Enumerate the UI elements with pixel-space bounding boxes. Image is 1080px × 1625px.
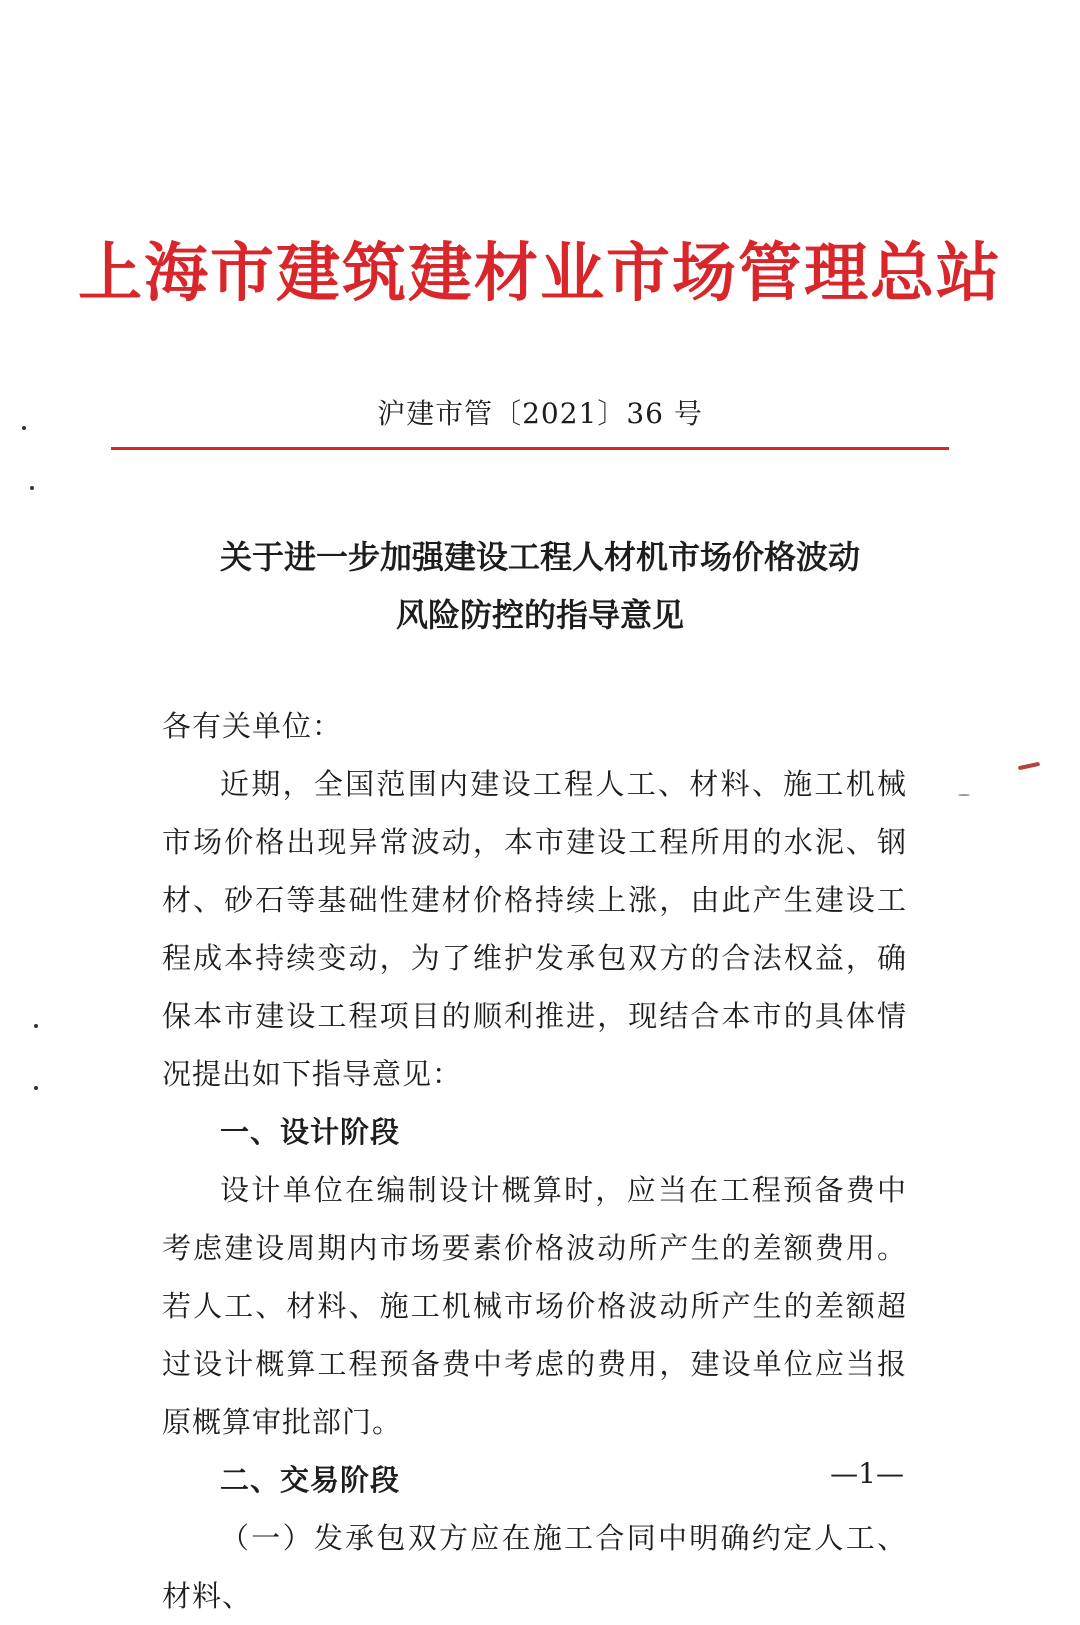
- salutation: 各有关单位：: [162, 709, 343, 743]
- scan-speck: [34, 1086, 38, 1090]
- document-body: [162, 697, 907, 1625]
- document-number: 沪建市管〔2021〕36 号: [377, 397, 703, 430]
- intro-paragraph: 近期，全国范围内建设工程人工、材料、施工机械市场价格出现异常波动，本市建设工程所用的水泥、钢材、砂石等基础性建材价格持续上涨，由此产生建设工程成本持续变动，为了维护发承包双方的合法权益，确保本市建设工程项目的顺利推进，现结合本市的具体情况提出如下指导意见：: [162, 767, 907, 1091]
- page-number: —1—: [830, 1457, 904, 1490]
- red-divider-line: [111, 447, 949, 450]
- scan-speck: [30, 486, 34, 490]
- scan-speck: [22, 426, 26, 430]
- section-heading-design: 一、设计阶段: [220, 1115, 401, 1149]
- section-paragraph-transaction: （一）发承包双方应在施工合同中明确约定人工、材料、: [162, 1521, 907, 1613]
- section-paragraph-design: 设计单位在编制设计概算时，应当在工程预备费中考虑建设周期内市场要素价格波动所产生的差额费用。若人工、材料、施工机械市场价格波动所产生的差额超过设计概算工程预备费中考虑的费用，建设单位应当报原概算审批部门。: [162, 1173, 907, 1439]
- scan-speck: [34, 1024, 38, 1028]
- document-title-line-1: 关于进一步加强建设工程人材机市场价格波动: [219, 538, 860, 576]
- document-title-line-2: 风险防控的指导意见: [395, 596, 684, 634]
- scan-speck: [958, 794, 970, 796]
- scan-speck: [1018, 762, 1040, 770]
- document-title: [0, 528, 1080, 644]
- issuing-organization: 上海市建筑建材业市场管理总站: [78, 236, 1002, 311]
- section-heading-transaction: 二、交易阶段: [220, 1463, 401, 1497]
